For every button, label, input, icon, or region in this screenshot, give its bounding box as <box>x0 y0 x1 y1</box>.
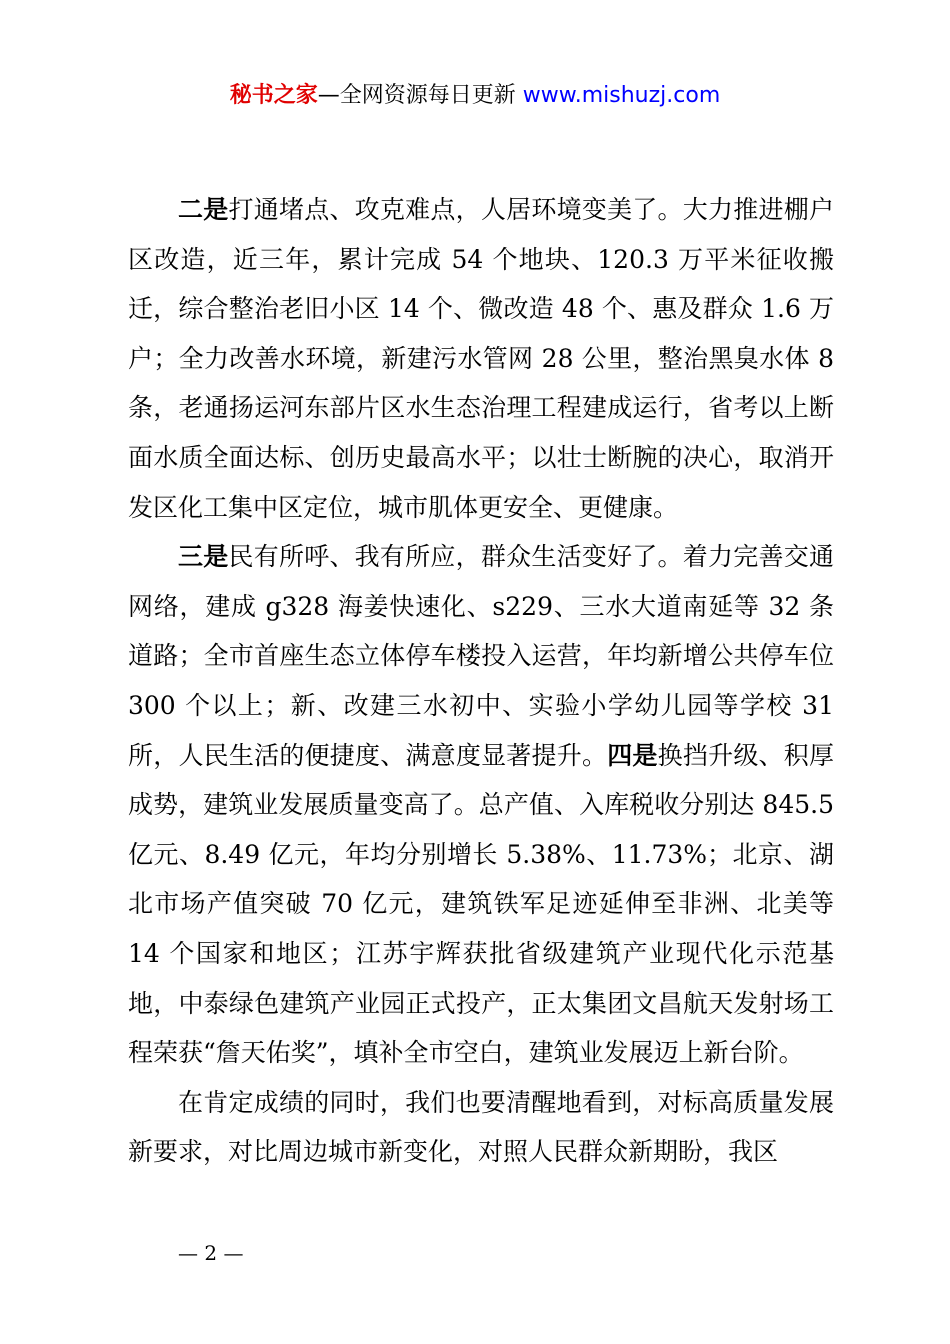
paragraph-4-lead: 四是 <box>607 740 658 770</box>
paragraph-5-text: 在肯定成绩的同时，我们也要清醒地看到，对标高质量发展新要求，对比周边城市新变化，对照人民群众新期盼，我区 <box>128 1087 834 1167</box>
site-url-link[interactable]: www.mishuzj.com <box>522 83 721 108</box>
document-body <box>128 185 834 1177</box>
site-brand: 秘书之家 <box>229 83 318 108</box>
paragraph-3-text: 民有所呼、我有所应，群众生活变好了。着力完善交通网络，建成 g328 海姜快速化、s229、三水大道南延等 32 条道路；全市首座生态立体停车楼投入运营，年均新增公共停车位 300 个以上；新、改建三水初中、实验小学幼儿园等学校 31 所，人民生活的便捷度、满意度显著提升。 <box>128 542 834 770</box>
paragraph-5 <box>128 1078 834 1177</box>
paragraph-3-lead: 三是 <box>178 542 229 572</box>
paragraph-4-text: 换挡升级、积厚成势，建筑业发展质量变高了。总产值、入库税收分别达 845.5 亿元、8.49 亿元，年均分别增长 5.38%、11.73%；北京、湖北市场产值突破 70 亿元，建筑铁军足迹延伸至非洲、北美等 14 个国家和地区；江苏宇辉获批省级建筑产业现代化示范基地，中泰绿色建筑产业园正式投产，正太集团文昌航天发射场工程荣获“詹天佑奖”，填补全市空白，建筑业发展迈上新台阶。 <box>128 740 834 1068</box>
page-number: — 2 — <box>178 1241 244 1265</box>
paragraph-3 <box>128 532 834 1078</box>
paragraph-2-text: 打通堵点、攻克难点，人居环境变美了。大力推进棚户区改造，近三年，累计完成 54 个地块、120.3 万平米征收搬迁，综合整治老旧小区 14 个、微改造 48 个、惠及群众 1.6 万户；全力改善水环境，新建污水管网 28 公里，整治黑臭水体 8 条，老通扬运河东部片区水生态治理工程建成运行，省考以上断面水质全面达标、创历史最高水平；以壮士断腕的决心，取消开发区化工集中区定位，城市肌体更安全、更健康。 <box>128 195 834 522</box>
site-tagline: —全网资源每日更新 <box>317 83 523 108</box>
site-header <box>0 80 950 112</box>
paragraph-2 <box>128 185 834 532</box>
paragraph-2-lead: 二是 <box>178 195 229 224</box>
